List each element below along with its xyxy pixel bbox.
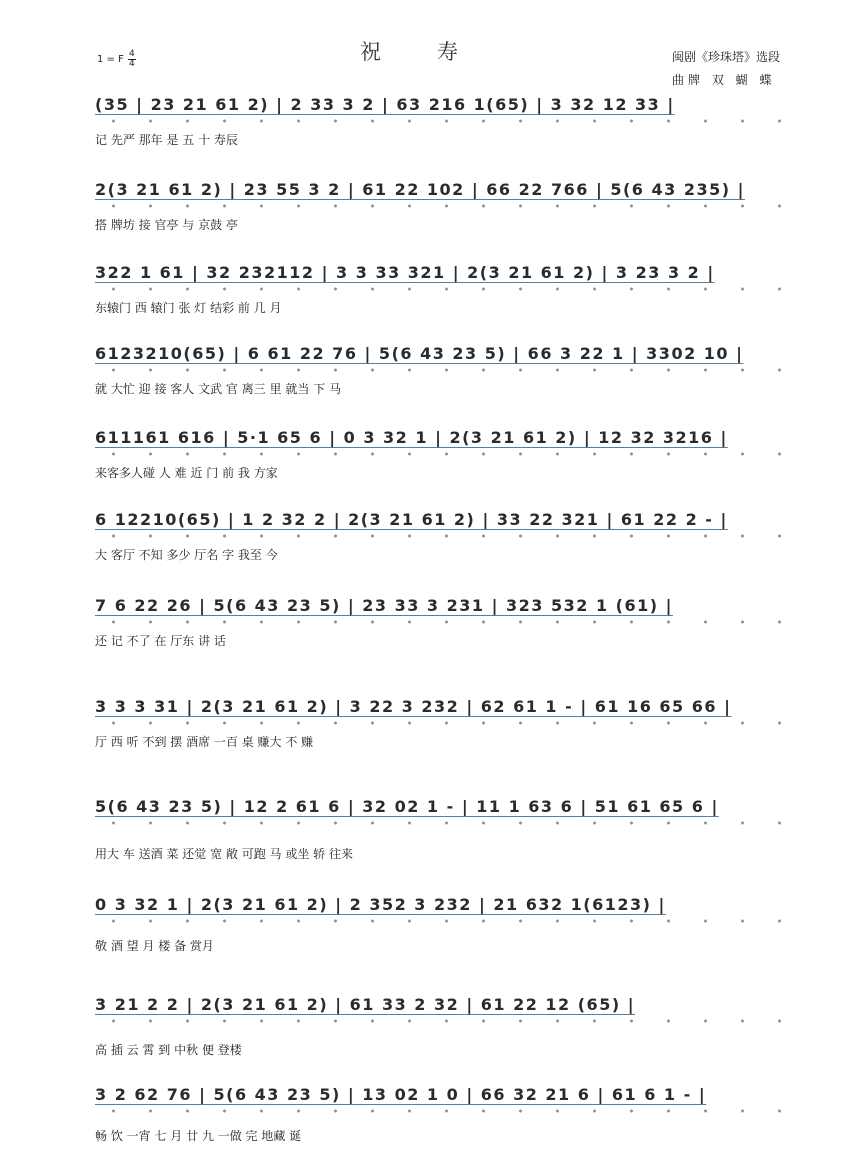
lyric-line: 东辕门 西 辕门 张 灯 结彩 前 几 月 (95, 301, 282, 315)
octave-dots (95, 118, 795, 124)
notation-line: 0 3 32 1 | 2(3 21 61 2) | 2 352 3 232 | 21 632 1(6123) | (95, 895, 666, 914)
lyric-line: 大 客厅 不知 多少 厅名 字 我至 今 (95, 548, 278, 562)
notation-line: (35 | 23 21 61 2) | 2 33 3 2 | 63 216 1(65) | 3 32 12 33 | (95, 95, 675, 114)
staff-system-1 (95, 95, 795, 165)
octave-dots (95, 1018, 795, 1024)
notation-line: 7 6 22 26 | 5(6 43 23 5) | 23 33 3 231 | 323 532 1 (61) | (95, 596, 673, 615)
time-bottom: 4 (128, 59, 135, 69)
octave-dots (95, 367, 795, 373)
staff-system-2 (95, 180, 795, 250)
notation-line: 3 2 62 76 | 5(6 43 23 5) | 13 02 1 0 | 66 32 21 6 | 61 6 1 - | (95, 1085, 707, 1104)
lyric-line: 搭 牌坊 接 官亭 与 京鼓 亭 (95, 218, 238, 232)
staff-system-6 (95, 510, 795, 580)
notation-line: 322 1 61 | 32 232112 | 3 3 33 321 | 2(3 21 61 2) | 3 23 3 2 | (95, 263, 715, 282)
notation-line: 6 12210(65) | 1 2 32 2 | 2(3 21 61 2) | 33 22 321 | 61 22 2 - | (95, 510, 728, 529)
time-top: 4 (128, 49, 135, 59)
lyric-line: 畅 饮 一宵 七 月 廿 九 一做 完 地藏 诞 (95, 1129, 302, 1143)
staff-system-3 (95, 263, 795, 333)
octave-dots (95, 1108, 795, 1114)
lyric-line: 记 先严 那年 是 五 十 寿辰 (95, 133, 238, 147)
staff-system-8 (95, 697, 795, 767)
time-signature (128, 50, 136, 69)
staff-system-9 (95, 797, 795, 867)
notation-line: 3 21 2 2 | 2(3 21 61 2) | 61 33 2 32 | 61 22 12 (65) | (95, 995, 636, 1014)
lyric-line: 还 记 不了 在 厅东 讲 话 (95, 634, 226, 648)
opera-source: 闽剧《珍珠塔》选段 (672, 50, 781, 64)
notation-line: 611161 616 | 5·1 65 6 | 0 3 32 1 | 2(3 21 61 2) | 12 32 3216 | (95, 428, 728, 447)
lyric-line: 用大 车 送酒 菜 还觉 宽 敞 可跑 马 或坐 轿 往来 (95, 847, 353, 861)
tune-name: 曲牌 双 蝴 蝶 (672, 73, 776, 87)
notation-line: 3 3 3 31 | 2(3 21 61 2) | 3 22 3 232 | 62 61 1 - | 61 16 65 66 | (95, 697, 732, 716)
octave-dots (95, 619, 795, 625)
lyric-line: 就 大忙 迎 接 客人 文武 官 离三 里 就当 下 马 (95, 382, 341, 396)
octave-dots (95, 451, 795, 457)
octave-dots (95, 918, 795, 924)
octave-dots (95, 533, 795, 539)
notation-line: 5(6 43 23 5) | 12 2 61 6 | 32 02 1 - | 11 1 63 6 | 51 61 65 6 | (95, 797, 719, 816)
page-title: 祝寿 (360, 40, 514, 64)
staff-system-4 (95, 344, 795, 414)
staff-system-12 (95, 1085, 795, 1155)
lyric-line: 来客多人碰 人 难 近 门 前 我 方家 (95, 466, 278, 480)
notation-line: 2(3 21 61 2) | 23 55 3 2 | 61 22 102 | 66 22 766 | 5(6 43 235) | (95, 180, 745, 199)
lyric-line: 敬 酒 望 月 楼 备 赏月 (95, 939, 214, 953)
octave-dots (95, 286, 795, 292)
source-info (672, 46, 832, 92)
octave-dots (95, 720, 795, 726)
octave-dots (95, 203, 795, 209)
staff-system-5 (95, 428, 795, 498)
notation-line: 6123210(65) | 6 61 22 76 | 5(6 43 23 5) | 66 3 22 1 | 3302 10 | (95, 344, 744, 363)
octave-dots (95, 820, 795, 826)
lyric-line: 厅 西 听 不到 摆 酒席 一百 桌 赚大 不 赚 (95, 735, 314, 749)
key-label: 1 = F (97, 54, 124, 65)
staff-system-10 (95, 895, 795, 965)
lyric-line: 高 插 云 霄 到 中秋 便 登楼 (95, 1043, 242, 1057)
staff-system-7 (95, 596, 795, 666)
staff-system-11 (95, 995, 795, 1065)
key-signature (97, 50, 136, 69)
